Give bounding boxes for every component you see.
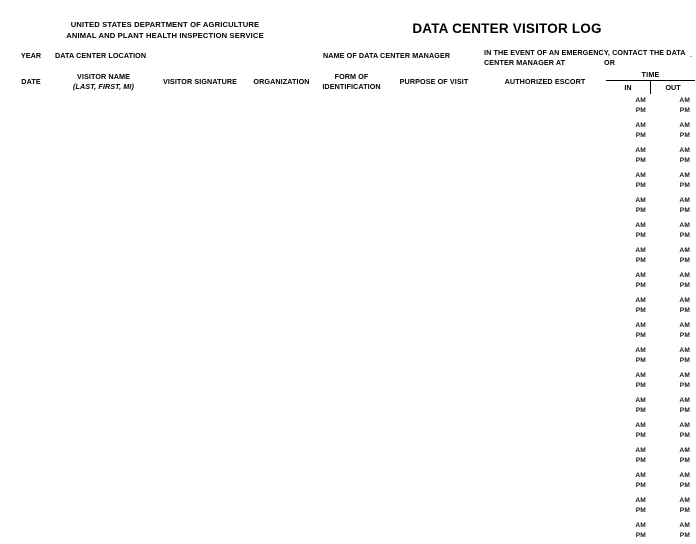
cell-date[interactable] (11, 344, 51, 369)
cell-purpose-of-visit[interactable] (384, 344, 484, 369)
col-header-form-of-identification (319, 69, 384, 94)
cell-time-in[interactable] (606, 144, 651, 169)
cell-visitor-name[interactable] (51, 269, 156, 294)
cell-visitor-signature[interactable] (156, 519, 244, 544)
col-header-form-of-id-line-2: IDENTIFICATION (322, 81, 381, 91)
cell-form-of-identification[interactable] (319, 519, 384, 544)
am-marker[interactable]: AM (679, 222, 691, 229)
cell-authorized-escort[interactable] (484, 369, 606, 394)
pm-marker[interactable]: PM (635, 331, 646, 339)
cell-date[interactable] (11, 469, 51, 494)
col-header-visitor-name (51, 69, 156, 94)
cell-visitor-signature[interactable] (156, 169, 244, 194)
cell-organization[interactable] (244, 144, 319, 169)
cell-purpose-of-visit[interactable] (384, 394, 484, 419)
cell-visitor-signature[interactable] (156, 219, 244, 244)
am-marker[interactable]: AM (679, 122, 691, 129)
cell-form-of-identification[interactable] (319, 444, 384, 469)
cell-visitor-signature[interactable] (156, 319, 244, 344)
table-row (11, 244, 695, 269)
cell-authorized-escort[interactable] (484, 419, 606, 444)
cell-visitor-signature[interactable] (156, 269, 244, 294)
pm-marker[interactable]: PM (679, 456, 691, 464)
col-header-time-out: OUT (650, 81, 695, 94)
agency-line-2: ANIMAL AND PLANT HEALTH INSPECTION SERVICE (66, 30, 264, 40)
pm-marker[interactable]: PM (679, 331, 691, 339)
am-marker[interactable]: AM (635, 197, 646, 204)
am-marker[interactable]: AM (679, 172, 691, 179)
header-band-info (11, 48, 695, 69)
cell-time-out[interactable] (651, 444, 695, 469)
cell-time-in[interactable] (606, 469, 651, 494)
emergency-line-1: IN THE EVENT OF AN EMERGENCY, CONTACT THE DATA (484, 48, 686, 57)
pm-marker[interactable]: PM (635, 306, 646, 314)
cell-organization[interactable] (244, 444, 319, 469)
cell-time-out[interactable] (651, 494, 695, 519)
table-row (11, 269, 695, 294)
am-marker[interactable]: AM (635, 297, 646, 304)
cell-organization[interactable] (244, 219, 319, 244)
cell-date[interactable] (11, 269, 51, 294)
am-marker[interactable]: AM (635, 172, 646, 179)
cell-purpose-of-visit[interactable] (384, 269, 484, 294)
cell-authorized-escort[interactable] (484, 469, 606, 494)
cell-authorized-escort[interactable] (484, 219, 606, 244)
am-marker[interactable]: AM (635, 522, 646, 529)
cell-visitor-signature[interactable] (156, 144, 244, 169)
cell-purpose-of-visit[interactable] (384, 169, 484, 194)
col-header-visitor-signature: VISITOR SIGNATURE (162, 76, 238, 86)
cell-organization[interactable] (244, 394, 319, 419)
cell-authorized-escort[interactable] (484, 169, 606, 194)
cell-date[interactable] (11, 494, 51, 519)
cell-visitor-name[interactable] (51, 419, 156, 444)
cell-date[interactable] (11, 294, 51, 319)
cell-time-in[interactable] (606, 294, 651, 319)
am-marker[interactable]: AM (635, 497, 646, 504)
am-marker[interactable]: AM (679, 197, 691, 204)
pm-marker[interactable]: PM (635, 106, 646, 114)
emergency-trailing-mark: . (689, 50, 693, 59)
am-marker[interactable]: AM (679, 397, 691, 404)
cell-time-out[interactable] (651, 144, 695, 169)
table-row (11, 319, 695, 344)
pm-marker[interactable]: PM (679, 506, 691, 514)
table-row (11, 419, 695, 444)
cell-date[interactable] (11, 244, 51, 269)
cell-visitor-name[interactable] (51, 469, 156, 494)
cell-authorized-escort[interactable] (484, 119, 606, 144)
am-marker[interactable]: AM (679, 272, 691, 279)
pm-marker[interactable]: PM (635, 156, 646, 164)
cell-visitor-name[interactable] (51, 219, 156, 244)
cell-date[interactable] (11, 519, 51, 544)
cell-time-out[interactable] (651, 94, 695, 119)
cell-purpose-of-visit[interactable] (384, 294, 484, 319)
cell-authorized-escort[interactable] (484, 294, 606, 319)
cell-purpose-of-visit[interactable] (384, 194, 484, 219)
cell-authorized-escort[interactable] (484, 144, 606, 169)
cell-time-out[interactable] (651, 294, 695, 319)
pm-marker[interactable]: PM (679, 531, 691, 539)
pm-marker[interactable]: PM (635, 531, 646, 539)
cell-date[interactable] (11, 219, 51, 244)
cell-authorized-escort[interactable] (484, 319, 606, 344)
am-marker[interactable]: AM (635, 447, 646, 454)
cell-purpose-of-visit[interactable] (384, 119, 484, 144)
cell-authorized-escort[interactable] (484, 494, 606, 519)
cell-date[interactable] (11, 444, 51, 469)
cell-purpose-of-visit[interactable] (384, 219, 484, 244)
am-marker[interactable]: AM (635, 372, 646, 379)
cell-organization[interactable] (244, 194, 319, 219)
pm-marker[interactable]: PM (679, 406, 691, 414)
cell-organization[interactable] (244, 244, 319, 269)
cell-visitor-name[interactable] (51, 119, 156, 144)
am-marker[interactable]: AM (679, 322, 691, 329)
cell-visitor-signature[interactable] (156, 419, 244, 444)
am-marker[interactable]: AM (635, 347, 646, 354)
cell-time-in[interactable] (606, 369, 651, 394)
form-title: DATA CENTER VISITOR LOG (412, 21, 602, 36)
pm-marker[interactable]: PM (679, 181, 691, 189)
data-center-manager-label: NAME OF DATA CENTER MANAGER (323, 51, 451, 60)
table-row (11, 94, 695, 119)
cell-time-in[interactable] (606, 344, 651, 369)
cell-authorized-escort[interactable] (484, 519, 606, 544)
cell-time-out[interactable] (651, 469, 695, 494)
cell-purpose-of-visit[interactable] (384, 244, 484, 269)
cell-time-in[interactable] (606, 269, 651, 294)
agency-line-1: UNITED STATES DEPARTMENT OF AGRICULTURE (70, 20, 260, 29)
table-row (11, 394, 695, 419)
cell-form-of-identification[interactable] (319, 419, 384, 444)
pm-marker[interactable]: PM (679, 231, 691, 239)
table-row (11, 369, 695, 394)
cell-form-of-identification[interactable] (319, 244, 384, 269)
cell-purpose-of-visit[interactable] (384, 494, 484, 519)
header-band-agency-title (11, 15, 695, 48)
cell-purpose-of-visit[interactable] (384, 469, 484, 494)
cell-form-of-identification[interactable] (319, 94, 384, 119)
cell-visitor-signature[interactable] (156, 194, 244, 219)
cell-date[interactable] (11, 194, 51, 219)
cell-visitor-name[interactable] (51, 444, 156, 469)
cell-form-of-identification[interactable] (319, 119, 384, 144)
cell-organization[interactable] (244, 294, 319, 319)
table-row (11, 219, 695, 244)
cell-visitor-name[interactable] (51, 194, 156, 219)
am-marker[interactable]: AM (679, 247, 691, 254)
cell-organization[interactable] (244, 519, 319, 544)
pm-marker[interactable]: PM (679, 106, 691, 114)
cell-time-in[interactable] (606, 494, 651, 519)
cell-time-in[interactable] (606, 119, 651, 144)
am-marker[interactable]: AM (679, 347, 691, 354)
cell-visitor-signature[interactable] (156, 244, 244, 269)
pm-marker[interactable]: PM (679, 381, 691, 389)
table-row (11, 144, 695, 169)
cell-visitor-signature[interactable] (156, 294, 244, 319)
pm-marker[interactable]: PM (679, 256, 691, 264)
cell-visitor-signature[interactable] (156, 119, 244, 144)
cell-time-out[interactable] (651, 244, 695, 269)
cell-purpose-of-visit[interactable] (384, 319, 484, 344)
am-marker[interactable]: AM (635, 272, 646, 279)
am-marker[interactable]: AM (679, 297, 691, 304)
cell-purpose-of-visit[interactable] (384, 144, 484, 169)
pm-marker[interactable]: PM (635, 256, 646, 264)
pm-marker[interactable]: PM (635, 431, 646, 439)
am-marker[interactable]: AM (679, 147, 691, 154)
pm-marker[interactable]: PM (679, 431, 691, 439)
cell-time-out[interactable] (651, 419, 695, 444)
pm-marker[interactable]: PM (635, 281, 646, 289)
table-row (11, 119, 695, 144)
table-row (11, 519, 695, 544)
cell-time-in[interactable] (606, 394, 651, 419)
cell-authorized-escort[interactable] (484, 444, 606, 469)
cell-authorized-escort[interactable] (484, 344, 606, 369)
data-center-manager-field[interactable] (319, 48, 484, 69)
cell-organization[interactable] (244, 344, 319, 369)
cell-form-of-identification[interactable] (319, 319, 384, 344)
agency-block (11, 15, 319, 48)
cell-organization[interactable] (244, 419, 319, 444)
emergency-or-label: OR (604, 57, 615, 67)
table-row (11, 494, 695, 519)
cell-visitor-signature[interactable] (156, 344, 244, 369)
cell-time-out[interactable] (651, 344, 695, 369)
cell-visitor-name[interactable] (51, 294, 156, 319)
pm-marker[interactable]: PM (679, 131, 691, 139)
cell-organization[interactable] (244, 269, 319, 294)
am-marker[interactable]: AM (635, 147, 646, 154)
cell-time-out[interactable] (651, 369, 695, 394)
cell-date[interactable] (11, 144, 51, 169)
col-header-visitor-name-main: VISITOR NAME (77, 72, 130, 82)
cell-date[interactable] (11, 169, 51, 194)
column-header-row (11, 69, 695, 94)
am-marker[interactable]: AM (679, 497, 691, 504)
cell-date[interactable] (11, 369, 51, 394)
cell-date[interactable] (11, 94, 51, 119)
cell-visitor-name[interactable] (51, 369, 156, 394)
col-header-authorized-escort: AUTHORIZED ESCORT (504, 76, 586, 86)
cell-time-in[interactable] (606, 194, 651, 219)
cell-form-of-identification[interactable] (319, 469, 384, 494)
cell-organization[interactable] (244, 494, 319, 519)
cell-organization[interactable] (244, 469, 319, 494)
cell-time-out[interactable] (651, 194, 695, 219)
table-row (11, 294, 695, 319)
am-marker[interactable]: AM (635, 472, 646, 479)
cell-visitor-name[interactable] (51, 169, 156, 194)
cell-form-of-identification[interactable] (319, 269, 384, 294)
cell-visitor-signature[interactable] (156, 444, 244, 469)
cell-organization[interactable] (244, 94, 319, 119)
emergency-contact-field[interactable] (484, 48, 695, 69)
am-marker[interactable]: AM (635, 247, 646, 254)
pm-marker[interactable]: PM (635, 206, 646, 214)
pm-marker[interactable]: PM (635, 506, 646, 514)
cell-visitor-name[interactable] (51, 319, 156, 344)
pm-marker[interactable]: PM (635, 406, 646, 414)
cell-time-out[interactable] (651, 119, 695, 144)
cell-visitor-name[interactable] (51, 394, 156, 419)
cell-time-in[interactable] (606, 519, 651, 544)
cell-time-out[interactable] (651, 169, 695, 194)
cell-purpose-of-visit[interactable] (384, 419, 484, 444)
table-row (11, 344, 695, 369)
table-row (11, 169, 695, 194)
cell-form-of-identification[interactable] (319, 394, 384, 419)
cell-form-of-identification[interactable] (319, 169, 384, 194)
col-header-time-in: IN (624, 83, 632, 92)
cell-purpose-of-visit[interactable] (384, 519, 484, 544)
cell-organization[interactable] (244, 319, 319, 344)
cell-form-of-identification[interactable] (319, 294, 384, 319)
cell-visitor-signature[interactable] (156, 494, 244, 519)
am-marker[interactable]: AM (635, 97, 646, 104)
am-marker[interactable]: AM (679, 472, 691, 479)
cell-organization[interactable] (244, 119, 319, 144)
pm-marker[interactable]: PM (635, 456, 646, 464)
table-row (11, 194, 695, 219)
cell-time-in[interactable] (606, 319, 651, 344)
data-center-visitor-log-form (11, 15, 695, 544)
col-header-date: DATE (21, 76, 41, 86)
cell-time-in[interactable] (606, 244, 651, 269)
cell-form-of-identification[interactable] (319, 144, 384, 169)
pm-marker[interactable]: PM (679, 306, 691, 314)
cell-purpose-of-visit[interactable] (384, 369, 484, 394)
cell-time-out[interactable] (651, 219, 695, 244)
am-marker[interactable]: AM (635, 322, 646, 329)
col-header-time-group (606, 69, 695, 94)
cell-visitor-name[interactable] (51, 494, 156, 519)
pm-marker[interactable]: PM (679, 206, 691, 214)
cell-authorized-escort[interactable] (484, 194, 606, 219)
cell-organization[interactable] (244, 169, 319, 194)
cell-visitor-signature[interactable] (156, 394, 244, 419)
pm-marker[interactable]: PM (635, 381, 646, 389)
am-marker[interactable]: AM (679, 522, 691, 529)
pm-marker[interactable]: PM (679, 156, 691, 164)
cell-organization[interactable] (244, 369, 319, 394)
am-marker[interactable]: AM (679, 422, 691, 429)
cell-time-in[interactable] (606, 444, 651, 469)
am-marker[interactable]: AM (635, 397, 646, 404)
cell-date[interactable] (11, 419, 51, 444)
cell-time-in[interactable] (606, 219, 651, 244)
cell-time-out[interactable] (651, 319, 695, 344)
cell-visitor-name[interactable] (51, 144, 156, 169)
am-marker[interactable]: AM (635, 422, 646, 429)
cell-visitor-signature[interactable] (156, 94, 244, 119)
pm-marker[interactable]: PM (679, 481, 691, 489)
cell-time-in[interactable] (606, 94, 651, 119)
cell-form-of-identification[interactable] (319, 369, 384, 394)
cell-form-of-identification[interactable] (319, 494, 384, 519)
am-marker[interactable]: AM (679, 97, 691, 104)
col-header-purpose-of-visit: PURPOSE OF VISIT (399, 76, 469, 86)
cell-time-out[interactable] (651, 519, 695, 544)
cell-purpose-of-visit[interactable] (384, 94, 484, 119)
pm-marker[interactable]: PM (635, 481, 646, 489)
pm-marker[interactable]: PM (635, 231, 646, 239)
year-label: YEAR (20, 51, 42, 60)
col-header-form-of-id-line-1: FORM OF (334, 72, 369, 82)
cell-form-of-identification[interactable] (319, 194, 384, 219)
cell-time-out[interactable] (651, 269, 695, 294)
col-header-time: TIME (606, 69, 695, 81)
col-header-organization: ORGANIZATION (253, 76, 310, 86)
col-header-visitor-name-sub: (LAST, FIRST, MI) (73, 81, 134, 91)
cell-authorized-escort[interactable] (484, 269, 606, 294)
cell-visitor-name[interactable] (51, 244, 156, 269)
cell-authorized-escort[interactable] (484, 394, 606, 419)
cell-visitor-name[interactable] (51, 94, 156, 119)
cell-date[interactable] (11, 394, 51, 419)
data-center-location-field[interactable] (51, 48, 319, 69)
cell-visitor-signature[interactable] (156, 469, 244, 494)
pm-marker[interactable]: PM (679, 281, 691, 289)
am-marker[interactable]: AM (679, 447, 691, 454)
cell-time-in[interactable] (606, 169, 651, 194)
am-marker[interactable]: AM (635, 222, 646, 229)
cell-form-of-identification[interactable] (319, 219, 384, 244)
cell-date[interactable] (11, 319, 51, 344)
cell-purpose-of-visit[interactable] (384, 444, 484, 469)
data-center-location-label: DATA CENTER LOCATION (55, 51, 147, 60)
cell-time-out[interactable] (651, 394, 695, 419)
pm-marker[interactable]: PM (635, 131, 646, 139)
table-row (11, 469, 695, 494)
pm-marker[interactable]: PM (679, 356, 691, 364)
am-marker[interactable]: AM (635, 122, 646, 129)
cell-visitor-name[interactable] (51, 519, 156, 544)
emergency-line-2: CENTER MANAGER AT (484, 57, 566, 67)
pm-marker[interactable]: PM (635, 356, 646, 364)
pm-marker[interactable]: PM (635, 181, 646, 189)
cell-authorized-escort[interactable] (484, 94, 606, 119)
cell-visitor-signature[interactable] (156, 369, 244, 394)
table-row (11, 444, 695, 469)
cell-date[interactable] (11, 119, 51, 144)
cell-visitor-name[interactable] (51, 344, 156, 369)
cell-authorized-escort[interactable] (484, 244, 606, 269)
am-marker[interactable]: AM (679, 372, 691, 379)
cell-time-in[interactable] (606, 419, 651, 444)
cell-form-of-identification[interactable] (319, 344, 384, 369)
